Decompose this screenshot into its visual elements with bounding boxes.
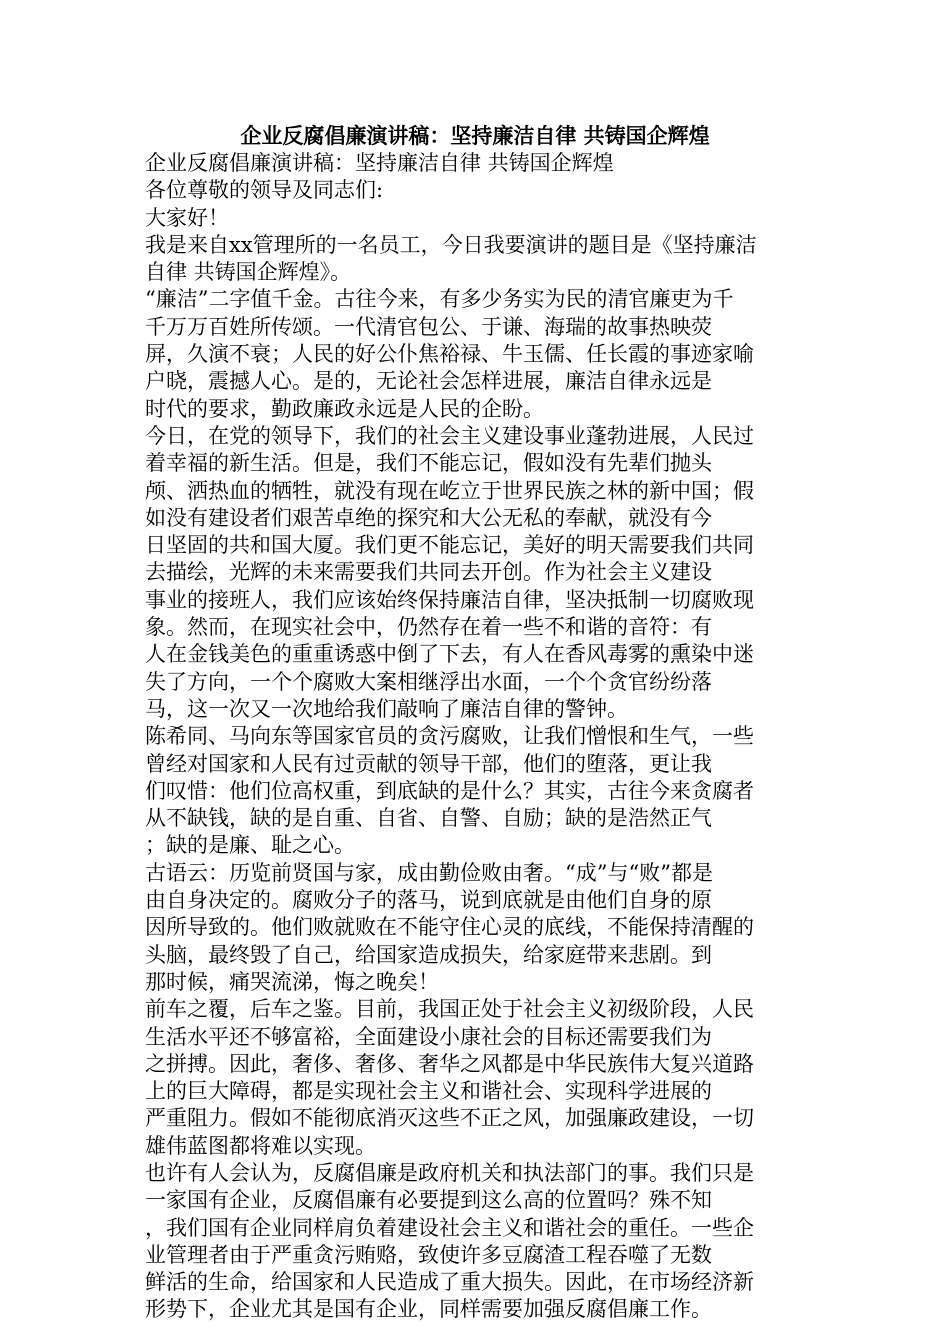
text-line: 们叹惜：他们位高权重，到底缺的是什么？其实，古往今来贪腐者 bbox=[145, 778, 754, 803]
text-line: 时代的要求，勤政廉政永远是人民的企盼。 bbox=[145, 396, 544, 421]
text-line: 事业的接班人，我们应该始终保持廉洁自律，坚决抵制一切腐败现 bbox=[145, 587, 754, 612]
text-line: 上的巨大障碍，都是实现社会主义和谐社会、实现科学进展的 bbox=[145, 1079, 712, 1104]
text-line: 之拼搏。因此，奢侈、奢侈、奢华之风都是中华民族伟大复兴道路 bbox=[145, 1051, 754, 1076]
text-line: 颅、洒热血的牺牲，就没有现在屹立于世界民族之林的新中国；假 bbox=[145, 478, 754, 503]
text-line: 也许有人会认为，反腐倡廉是政府机关和执法部门的事。我们只是 bbox=[145, 1160, 754, 1185]
document-body bbox=[145, 150, 815, 1324]
text-line: 如没有建设者们艰苦卓绝的探究和大公无私的奉献，就没有今 bbox=[145, 505, 712, 530]
text-line: 马，这一次又一次地给我们敲响了廉洁自律的警钟。 bbox=[145, 696, 628, 721]
text-line: 企业反腐倡廉演讲稿：坚持廉洁自律 共铸国企辉煌 bbox=[145, 151, 614, 175]
text-line: 生活水平还不够富裕，全面建设小康社会的目标还需要我们为 bbox=[145, 1024, 712, 1049]
text-line: 鲜活的生命，给国家和人民造成了重大损失。因此，在市场经济新 bbox=[145, 1270, 754, 1295]
text-line: 一家国有企业，反腐倡廉有必要提到这么高的位置吗？殊不知 bbox=[145, 1188, 712, 1213]
text-line: 由自身决定的。腐败分子的落马，说到底就是由他们自身的原 bbox=[145, 888, 712, 913]
text-line: 大家好！ bbox=[145, 205, 229, 230]
text-line: 严重阻力。假如不能彻底消灭这些不正之风，加强廉政建设，一切 bbox=[145, 1106, 754, 1131]
document-title: 企业反腐倡廉演讲稿：坚持廉洁自律 共铸国企辉煌 bbox=[240, 124, 710, 148]
text-line: 今日，在党的领导下，我们的社会主义建设事业蓬勃进展，人民过 bbox=[145, 423, 754, 448]
text-line: 我是来自xx管理所的一名员工，今日我要演讲的题目是《坚持廉洁 bbox=[145, 232, 757, 257]
text-line: 户晓，震撼人心。是的，无论社会怎样进展，廉洁自律永远是 bbox=[145, 369, 712, 394]
text-line: 雄伟蓝图都将难以实现。 bbox=[145, 1133, 376, 1158]
text-line: 那时候，痛哭流涕，悔之晚矣！ bbox=[145, 969, 439, 994]
text-line: 自律 共铸国企辉煌》。 bbox=[145, 260, 352, 285]
text-line: 形势下，企业尤其是国有企业，同样需要加强反腐倡廉工作。 bbox=[145, 1297, 712, 1322]
text-line: ，我们国有企业同样肩负着建设社会主义和谐社会的重任。一些企 bbox=[145, 1215, 754, 1240]
text-line: 前车之覆，后车之鉴。目前，我国正处于社会主义初级阶段，人民 bbox=[145, 997, 754, 1022]
text-line: 人在金钱美色的重重诱惑中倒了下去，有人在香风毒雾的熏染中迷 bbox=[145, 642, 754, 667]
text-line: 去描绘，光辉的未来需要我们共同去开创。作为社会主义建设 bbox=[145, 560, 712, 585]
text-line: 象。然而，在现实社会中，仍然存在着一些不和谐的音符：有 bbox=[145, 615, 712, 640]
text-line: 古语云：历览前贤国与家，成由勤俭败由奢。“成”与“败”都是 bbox=[145, 860, 713, 885]
text-line: 头脑，最终毁了自己，给国家造成损失，给家庭带来悲剧。到 bbox=[145, 942, 712, 967]
text-line: 陈希同、马向东等国家官员的贪污腐败，让我们憎恨和生气，一些 bbox=[145, 724, 754, 749]
text-line: 业管理者由于严重贪污贿赂，致使许多豆腐渣工程吞噬了无数 bbox=[145, 1242, 712, 1267]
text-line: 曾经对国家和人民有过贡献的领导干部，他们的堕落，更让我 bbox=[145, 751, 712, 776]
text-line: 着幸福的新生活。但是，我们不能忘记，假如没有先辈们抛头 bbox=[145, 451, 712, 476]
text-line: 各位尊敬的领导及同志们: bbox=[145, 178, 384, 203]
text-line: 因所导致的。他们败就败在不能守住心灵的底线，不能保持清醒的 bbox=[145, 915, 754, 940]
text-line: 千万万百姓所传颂。一代清官包公、于谦、海瑞的故事热映荧 bbox=[145, 314, 712, 339]
text-line: 从不缺钱，缺的是自重、自省、自警、自励；缺的是浩然正气 bbox=[145, 806, 712, 831]
text-line: 失了方向，一个个腐败大案相继浮出水面，一个个贪官纷纷落 bbox=[145, 669, 712, 694]
text-line: 屏，久演不衰；人民的好公仆焦裕禄、牛玉儒、任长霞的事迹家喻 bbox=[145, 342, 754, 367]
text-line: “廉洁”二字值千金。古往今来，有多少务实为民的清官廉吏为千 bbox=[145, 287, 734, 312]
text-line: 日坚固的共和国大厦。我们更不能忘记，美好的明天需要我们共同 bbox=[145, 533, 754, 558]
text-line: ；缺的是廉、耻之心。 bbox=[145, 833, 355, 858]
